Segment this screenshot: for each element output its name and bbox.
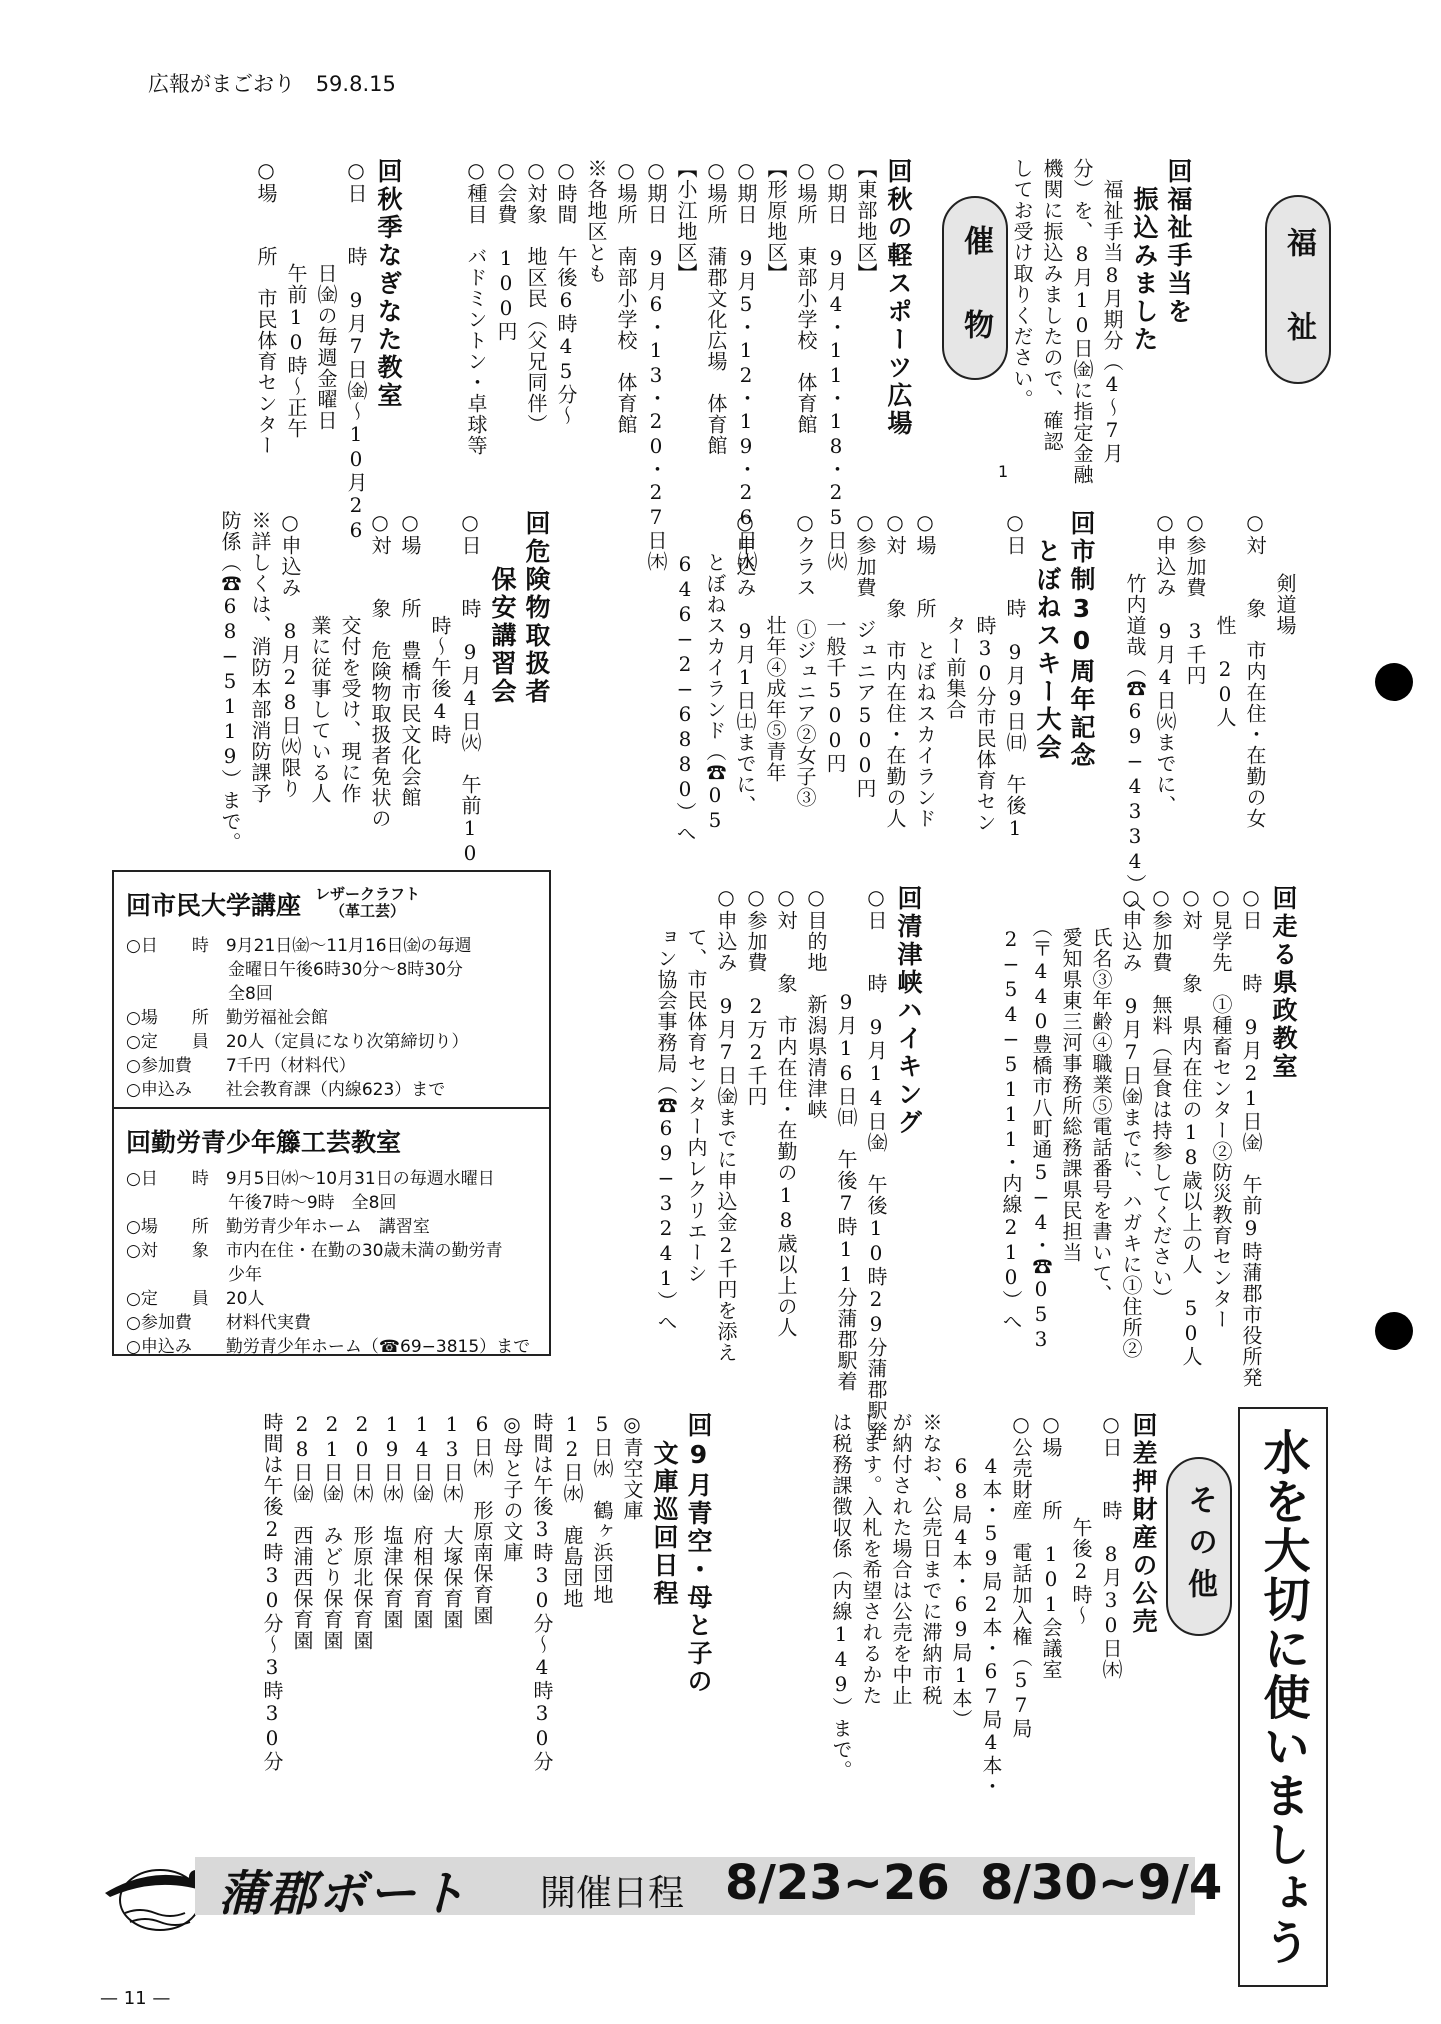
header-title: 広報がまごおり bbox=[148, 72, 295, 96]
block-line-sashiosae: ○日 時 8月30日㈭ bbox=[1099, 1412, 1123, 1680]
hazardous-materials-block bbox=[215, 510, 553, 866]
block-line-karu: 【形原地区】 bbox=[764, 158, 788, 284]
box2-line: ○定 員 20人 bbox=[126, 1289, 265, 1309]
box2-line: 少年 bbox=[126, 1265, 262, 1285]
block-line-seishin: て、市民体育センター内レクリエーシ bbox=[684, 885, 708, 1284]
box1-line: 金曜日午後6時30分〜8時30分 bbox=[126, 960, 463, 980]
kiyotsu-hiking-block bbox=[651, 885, 925, 1442]
block-line-sashiosae: ○公売財産 電話加入権（57局 bbox=[1009, 1412, 1033, 1739]
block-line-karu: ○会費 100円 bbox=[494, 158, 518, 342]
public-auction-block bbox=[826, 1412, 1160, 1797]
block-line-sashiosae: 4本・59局2本・67局4本・ bbox=[979, 1412, 1003, 1797]
header bbox=[148, 68, 396, 98]
block-heading-kiken: 保安講習会 bbox=[488, 510, 517, 706]
water-banner-text: 水を大切に使いましょう bbox=[1255, 1427, 1311, 1967]
margin-dot bbox=[1375, 663, 1413, 701]
box2-line: ○申込み 勤労青少年ホーム（☎69−3815）まで bbox=[126, 1337, 531, 1357]
box2-line: ○場 所 勤労青少年ホーム 講習室 bbox=[126, 1217, 430, 1237]
block-line-kiken: ※詳しくは、消防本部消防課予 bbox=[248, 510, 272, 804]
rattan-craft-title: 回勤労青少年籐工芸教室 bbox=[126, 1128, 402, 1157]
block-line-teate: 機関に振込みましたので、確認 bbox=[1040, 158, 1064, 452]
block-heading-kiken: 回危険物取扱者 bbox=[522, 510, 551, 706]
block-line-sashiosae: ○場 所 101会議室 bbox=[1039, 1412, 1063, 1680]
block-line-kendo: ○参加費 3千円 bbox=[1183, 510, 1207, 686]
block-line-nagi: 午前10時〜正午 bbox=[284, 158, 308, 439]
kendo-block bbox=[1120, 510, 1300, 916]
block-line-kendo: 竹内道哉（☎69−4334）へ bbox=[1123, 510, 1147, 916]
boat-banner bbox=[100, 1845, 1223, 1935]
block-line-aozora: 21日㈮ みどり保育園 bbox=[320, 1412, 344, 1651]
block-line-kendo: 剣道場 bbox=[1273, 510, 1297, 636]
block-line-kendo: ○対 象 市内在住・在勤の女 bbox=[1243, 510, 1267, 829]
block-line-ski: 壮年④成年⑤青年 bbox=[763, 510, 787, 783]
block-line-karu: 【小江地区】 bbox=[674, 158, 698, 284]
block-line-kiken: 防係（☎68−5119）まで。 bbox=[218, 510, 242, 853]
boat-name: 蒲郡ボート bbox=[218, 1866, 469, 1922]
box1-line: 全8回 bbox=[126, 984, 273, 1004]
block-line-aozora: 19日㈬ 塩津保育園 bbox=[380, 1412, 404, 1630]
block-line-sashiosae: します。入札を希望されるかた bbox=[859, 1412, 883, 1706]
block-line-ski: ○対 象 市内在住・在勤の人 bbox=[883, 510, 907, 829]
block-line-aozora: ◎母と子の文庫 bbox=[500, 1412, 524, 1563]
block-line-hashiru: （〒440豊橋市八町通5−4・☎053 bbox=[1029, 885, 1053, 1352]
block-line-seishin: ○対 象 市内在住・在勤の18歳以上の人 bbox=[774, 885, 798, 1338]
block-line-kiken: ○場 所 豊橋市民文化会館 bbox=[398, 510, 422, 808]
block-line-seishin: ○目的地 新潟県清津峡 bbox=[804, 885, 828, 1120]
box2-line: ○参加費 材料代実費 bbox=[126, 1313, 311, 1333]
block-line-aozora: 6日㈭ 形原南保育園 bbox=[470, 1412, 494, 1626]
box1-line: ○参加費 7千円（材料代） bbox=[126, 1056, 356, 1076]
block-line-ski: ○クラス ①ジュニア②女子③ bbox=[793, 510, 817, 808]
page-number: — 11 — bbox=[100, 1988, 171, 2009]
box2-line: 午後7時〜9時 全8回 bbox=[126, 1193, 397, 1213]
block-line-karu: ○場所 南部小学校 体育館 bbox=[614, 158, 638, 435]
prefecture-tour-block bbox=[996, 885, 1300, 1388]
block-line-seishin: ○申込み 9月7日㈮までに申込金2千円を添え bbox=[714, 885, 738, 1363]
block-line-ski: 一般千500円 bbox=[823, 510, 847, 774]
box1-line: ○申込み 社会教育課（内線623）まで bbox=[126, 1080, 446, 1100]
block-line-sashiosae: が納付された場合は公売を中止 bbox=[889, 1412, 913, 1706]
box2-line: ○対 象 市内在住・在勤の30歳未満の勤労青 bbox=[126, 1241, 503, 1261]
block-line-hashiru: ○見学先 ①種畜センター②防災教育センター bbox=[1209, 885, 1233, 1330]
box1-line: ○日 時 9月21日㈮〜11月16日㈮の毎週 bbox=[126, 936, 472, 956]
block-line-ski: とぼねスカイランド（☎05 bbox=[703, 510, 727, 833]
block-line-aozora: 13日㈭ 大塚保育園 bbox=[440, 1412, 464, 1630]
block-line-aozora: 28日㈮ 西浦西保育園 bbox=[290, 1412, 314, 1651]
block-line-sashiosae: ※なお、公売日までに滞納市税 bbox=[919, 1412, 943, 1706]
block-heading-ski: とぼねスキー大会 bbox=[1033, 510, 1062, 762]
block-line-hashiru: 2−54−5111・内線210）へ bbox=[999, 885, 1023, 1332]
block-line-karu: ○場所 蒲郡文化広場 体育館 bbox=[704, 158, 728, 456]
block-line-seishin: ○参加費 2万2千円 bbox=[744, 885, 768, 1107]
block-line-nagi: 日㈮の毎週金曜日 bbox=[314, 158, 338, 431]
block-line-hashiru: ○日 時 9月21日㈮ 午前9時蒲郡市役所発 bbox=[1239, 885, 1263, 1388]
ski-block bbox=[670, 510, 1098, 844]
block-line-ski: ター前集合 bbox=[943, 510, 967, 720]
block-line-kiken: 業に従事している人 bbox=[308, 510, 332, 804]
block-heading-teate: 振込みました bbox=[1130, 158, 1159, 354]
block-line-sashiosae: は税務課徴収係（内線149）まで。 bbox=[829, 1412, 853, 1781]
block-line-kiken: 時〜午後4時 bbox=[428, 510, 452, 745]
block-line-karu: ○場所 東部小学校 体育館 bbox=[794, 158, 818, 435]
block-heading-nagi: 回秋季なぎなた教室 bbox=[374, 158, 403, 410]
block-line-aozora: 12日㈬ 鹿島団地 bbox=[560, 1412, 584, 1609]
block-line-karu: 【東部地区】 bbox=[854, 158, 878, 284]
block-line-ski: ○場 所 とぼねスカイランド bbox=[913, 510, 937, 829]
block-line-teate: 分）を、8月10日㈮に指定金融 bbox=[1070, 158, 1094, 485]
block-heading-sashiosae: 回差押財産の公売 bbox=[1129, 1412, 1158, 1636]
header-date: 59.8.15 bbox=[315, 72, 396, 96]
block-line-hashiru: ○参加費 無料（昼食は持参してください） bbox=[1149, 885, 1173, 1309]
column-numeral: 1 bbox=[998, 462, 1009, 481]
block-line-teate: してお受け取りください。 bbox=[1010, 158, 1034, 410]
welfare-allowance-block bbox=[1007, 158, 1195, 485]
margin-dot bbox=[1375, 1312, 1413, 1350]
block-line-hashiru: 氏名③年齢④職業⑤電話番号を書いて、 bbox=[1089, 885, 1113, 1305]
block-heading-ski: 回市制30周年記念 bbox=[1067, 510, 1096, 770]
citizen-college-box bbox=[112, 870, 551, 1109]
block-line-nagi: ○日 時 9月7日㈮〜10月26 bbox=[344, 158, 368, 543]
block-line-karu: ○期日 9月5・12・19・26日㈬ bbox=[734, 158, 758, 572]
box1-line: ○定 員 20人（定員になり次第締切り） bbox=[126, 1032, 469, 1052]
block-line-aozora: 5日㈬ 鶴ヶ浜団地 bbox=[590, 1412, 614, 1605]
block-line-seishin: 9月16日㈰ 午後7時11分蒲郡駅着 bbox=[834, 885, 858, 1392]
box1-line: ○場 所 勤労福祉会館 bbox=[126, 1008, 328, 1028]
block-line-karu: ○対象 地区民（父兄同伴） bbox=[524, 158, 548, 435]
naginata-block bbox=[251, 158, 405, 543]
block-line-karu: ○期日 9月6・13・20・27日㈭ bbox=[644, 158, 668, 572]
block-line-kiken: 交付を受け、現に作 bbox=[338, 510, 362, 804]
block-heading-aozora: 文庫巡回日程 bbox=[650, 1412, 679, 1608]
block-heading-aozora: 回9月青空・母と子の bbox=[684, 1412, 713, 1696]
block-line-kiken: ○対 象 危険物取扱者免状の bbox=[368, 510, 392, 829]
mobile-library-block bbox=[257, 1412, 715, 1772]
block-heading-hashiru: 回走る県政教室 bbox=[1269, 885, 1298, 1081]
block-line-hashiru: ○申込み 9月7日㈮までに、ハガキに①住所② bbox=[1119, 885, 1143, 1359]
boat-dates-2: 8/30~9/4 bbox=[980, 1855, 1223, 1911]
block-heading-karu: 回秋の軽スポーツ広場 bbox=[884, 158, 913, 438]
citizen-college-title: 回市民大学講座 bbox=[126, 891, 302, 920]
block-line-karu: ○種目 バドミントン・卓球等 bbox=[464, 158, 488, 456]
block-line-ski: ○日 時 9月9日㈰ 午後1 bbox=[1003, 510, 1027, 841]
citizen-college-subtitle: レザークラフト bbox=[315, 886, 421, 903]
box2-line: ○日 時 9月5日㈬〜10月31日の毎週水曜日 bbox=[126, 1169, 495, 1189]
block-line-seishin: ○日 時 9月14日㈮ 午後10時29分蒲郡駅発 bbox=[864, 885, 888, 1442]
block-line-sashiosae: 68局4本・69局1本） bbox=[949, 1412, 973, 1730]
block-line-aozora: ◎青空文庫 bbox=[620, 1412, 644, 1521]
rattan-craft-box bbox=[112, 1107, 551, 1356]
water-banner bbox=[1238, 1407, 1328, 1987]
block-line-sashiosae: 午後2時〜 bbox=[1069, 1412, 1093, 1626]
block-heading-seishin: 回清津峡ハイキング bbox=[894, 885, 923, 1137]
block-heading-teate: 回福祉手当を bbox=[1164, 158, 1193, 326]
block-line-karu: ○期日 9月4・11・18・25日㈫ bbox=[824, 158, 848, 572]
block-line-kiken: ○申込み 8月28日㈫限り bbox=[278, 510, 302, 799]
citizen-college-subtitle2: （革工芸） bbox=[330, 903, 406, 920]
block-line-aozora: 20日㈭ 形原北保育園 bbox=[350, 1412, 374, 1651]
block-line-ski: 646−2−6880）へ bbox=[673, 510, 697, 844]
block-line-ski: ○参加費 ジュニア500円 bbox=[853, 510, 877, 799]
block-line-kendo: 性 20人 bbox=[1213, 510, 1237, 728]
block-line-aozora: 14日㈮ 府相保育園 bbox=[410, 1412, 434, 1630]
boat-label: 開催日程 bbox=[540, 1873, 685, 1914]
block-line-ski: 時30分市民体育セン bbox=[973, 510, 997, 833]
section-sonota: その他 bbox=[1166, 1457, 1232, 1636]
block-line-kiken: ○日 時 9月4日㈫ 午前10 bbox=[458, 510, 482, 866]
section-moyoshi: 催 物 bbox=[942, 196, 1008, 380]
block-line-aozora: 時間は午後2時30分〜3時30分 bbox=[260, 1412, 284, 1772]
block-line-karu: ○時間 午後6時45分〜 bbox=[554, 158, 578, 426]
block-line-karu: ※各地区とも bbox=[584, 158, 608, 284]
block-line-hashiru: ○対 象 県内在住の18歳以上の人 50人 bbox=[1179, 885, 1203, 1367]
section-fukushi: 福 祉 bbox=[1265, 195, 1331, 384]
block-line-ski: ○申込み 9月1日㈯までに、 bbox=[733, 510, 757, 816]
boat-dates-1: 8/23~26 bbox=[725, 1855, 950, 1911]
block-line-teate: 福祉手当8月期分（4〜7月 bbox=[1100, 158, 1124, 464]
block-line-aozora: 時間は午後3時30分〜4時30分 bbox=[530, 1412, 554, 1772]
block-line-hashiru: 愛知県東三河事務所総務課県民担当 bbox=[1059, 885, 1083, 1263]
block-line-seishin: ョン協会事務局（☎69−3241）へ bbox=[654, 885, 678, 1333]
block-line-nagi: ○場 所 市民体育センター bbox=[254, 158, 278, 456]
block-line-kendo: ○申込み 9月4日㈫までに、 bbox=[1153, 510, 1177, 816]
